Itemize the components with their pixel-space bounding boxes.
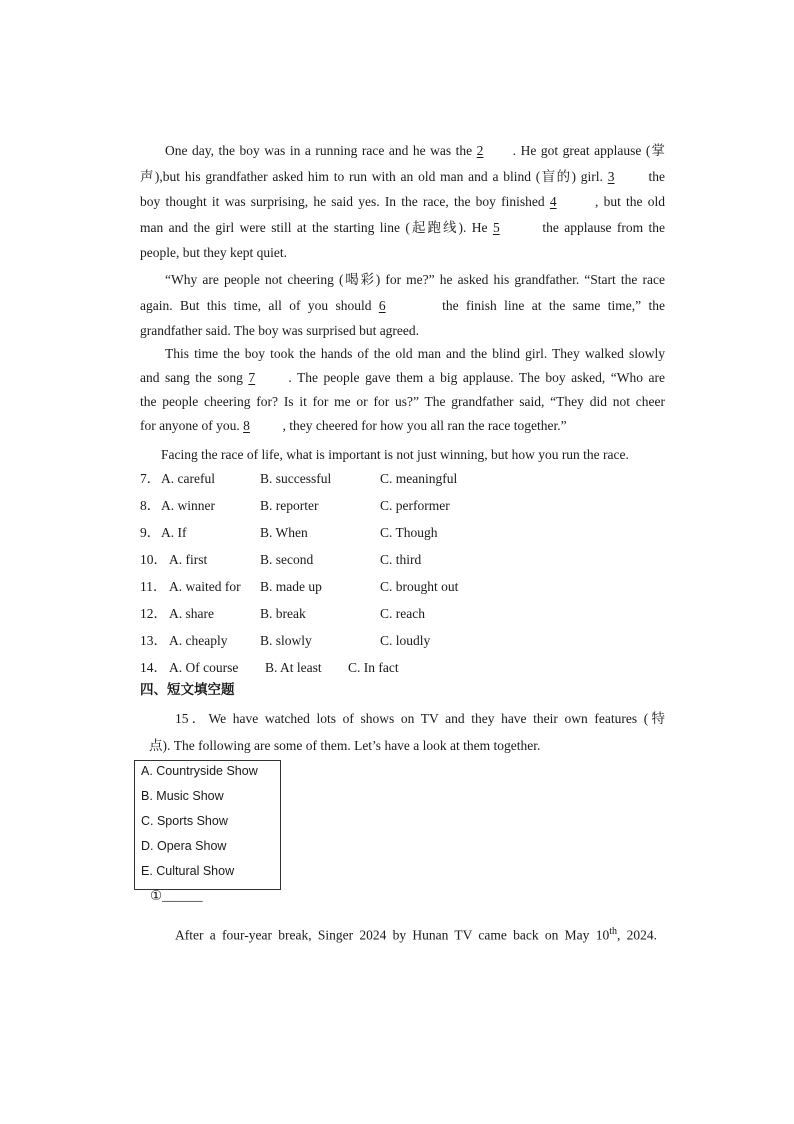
box-option: E. Cultural Show: [141, 864, 235, 878]
blank-3: 3: [607, 168, 615, 184]
text: boy thought it was surprising, he said yes. In the race, the boy finished: [140, 194, 550, 209]
question-15-line: 15．We have watched lots of shows on TV and they have their own features (特: [175, 711, 665, 726]
option-b[interactable]: B. successful: [260, 471, 332, 486]
text: . He got great applause (掌: [512, 143, 665, 158]
final-paragraph-line: [175, 926, 657, 944]
option-c[interactable]: C. Though: [380, 525, 438, 540]
passage-paragraph-3: [140, 342, 665, 438]
question-number: 13．: [140, 633, 167, 648]
text: , but the old: [589, 194, 665, 209]
passage-line: [140, 366, 665, 390]
superscript: th: [609, 926, 617, 937]
option-b[interactable]: B. break: [260, 606, 306, 621]
question-number: 8．: [140, 498, 161, 513]
blank-7: 7: [248, 370, 256, 385]
passage-line: [140, 164, 665, 190]
passage-line: [140, 215, 665, 241]
blank-6: 6: [378, 297, 386, 313]
question-number: 12．: [140, 606, 167, 621]
passage-line: Facing the race of life, what is important is not just winning, but how you run the race.: [161, 447, 629, 462]
option-c[interactable]: C. third: [380, 552, 422, 567]
blank-2: 2: [476, 143, 484, 158]
option-a[interactable]: A. cheaply: [169, 633, 228, 648]
passage-paragraph-2: [140, 267, 665, 344]
option-b[interactable]: B. made up: [260, 579, 322, 594]
option-c[interactable]: C. performer: [380, 498, 450, 513]
box-option: D. Opera Show: [141, 839, 227, 853]
passage-paragraph-4: [161, 442, 641, 468]
text: the: [643, 168, 665, 184]
option-c[interactable]: C. meaningful: [380, 471, 458, 486]
option-a[interactable]: A. share: [169, 606, 214, 621]
text: After a four-year break, Singer 2024 by Hunan TV came back on May 10: [175, 927, 610, 943]
option-c[interactable]: C. loudly: [380, 633, 431, 648]
question-number: 9．: [140, 525, 161, 540]
option-a[interactable]: A. If: [161, 525, 187, 540]
options-box: [134, 760, 281, 890]
passage-line: [140, 138, 665, 164]
box-option: A. Countryside Show: [141, 764, 258, 778]
passage-line: [140, 414, 665, 438]
box-option: C. Sports Show: [141, 814, 228, 828]
section-title: 四、短文填空题: [140, 682, 235, 698]
option-c[interactable]: C. In fact: [348, 660, 399, 675]
question-number: 7．: [140, 471, 161, 486]
passage-line: people, but they kept quiet.: [140, 245, 287, 260]
question-15-intro: [150, 705, 665, 759]
option-b[interactable]: B. At least: [265, 660, 322, 675]
text: the applause from the: [536, 219, 665, 235]
option-b[interactable]: B. second: [260, 552, 314, 567]
text: 声),but his grandfather asked him to run with an old man and a blind (盲的) girl.: [140, 168, 608, 184]
passage-line: grandfather said. The boy was surprised but agreed.: [140, 323, 420, 338]
text: . The people gave them a big applause. The boy asked, “Who are: [288, 370, 666, 385]
text: again. But this time, all of you should: [140, 297, 379, 313]
passage-line: [140, 189, 665, 215]
option-a[interactable]: A. winner: [161, 498, 215, 513]
text: the finish line at the same time,” the: [434, 297, 665, 313]
option-a[interactable]: A. waited for: [169, 579, 241, 594]
passage-line: “Why are people not cheering (喝彩) for me?” he asked his grandfather. “Start the race: [165, 272, 665, 287]
passage-line: the people cheering for? Is it for me or for us?” The grandfather said, “They did not cheer: [140, 394, 665, 409]
text: One day, the boy was in a running race and he was the: [165, 143, 477, 158]
text: and sang the song: [140, 370, 249, 385]
option-a[interactable]: A. Of course: [169, 660, 239, 675]
text: for anyone of you.: [140, 418, 244, 433]
text: , 2024.: [616, 927, 658, 943]
answer-blank-1[interactable]: ①______: [150, 888, 203, 903]
option-b[interactable]: B. reporter: [260, 498, 319, 513]
option-a[interactable]: A. careful: [161, 471, 215, 486]
question-15-line: 点). The following are some of them. Let’s have a look at them together.: [149, 738, 541, 753]
question-number: 14．: [140, 660, 167, 675]
option-b[interactable]: B. slowly: [260, 633, 312, 648]
question-number: 10．: [140, 552, 167, 567]
passage-line: This time the boy took the hands of the old man and the blind girl. They walked slowly: [165, 346, 665, 361]
option-c[interactable]: C. brought out: [380, 579, 459, 594]
blank-5: 5: [492, 219, 500, 235]
passage-paragraph-1: [140, 138, 665, 266]
option-b[interactable]: B. When: [260, 525, 308, 540]
text: , they cheered for how you all ran the race together.”: [279, 418, 567, 433]
box-option: B. Music Show: [141, 789, 224, 803]
option-a[interactable]: A. first: [169, 552, 208, 567]
blank-4: 4: [549, 194, 557, 209]
question-number: 11．: [140, 579, 167, 594]
text: man and the girl were still at the starting line (起跑线). He: [140, 219, 493, 235]
blank-8: 8: [243, 418, 250, 433]
option-c[interactable]: C. reach: [380, 606, 425, 621]
passage-line: [140, 293, 665, 319]
